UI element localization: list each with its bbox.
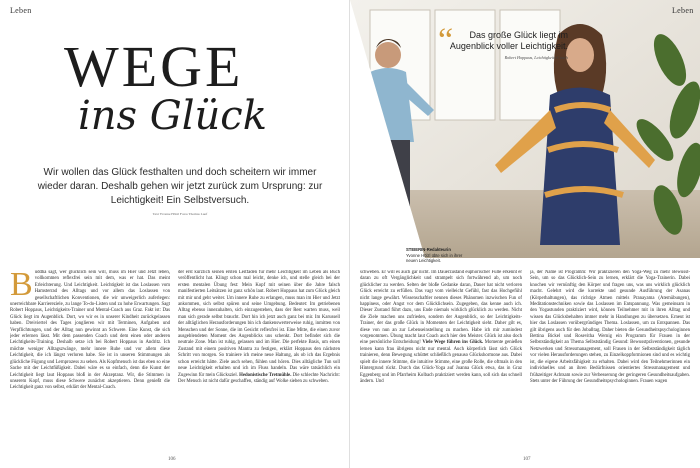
- body-column-2-tail: Die schlechte Nachricht: Der Mensch ist nicht dafür geschaffen, ständig auf Wolke sieben zu schweben.: [178, 372, 340, 384]
- subhead: Viele Wege führen ins Glück.: [422, 340, 484, 346]
- body-column-2: [178, 270, 340, 448]
- feature-photo: [350, 0, 700, 258]
- body-column-3: [360, 270, 522, 448]
- headline-line2: ins Glück: [78, 93, 267, 139]
- body-column-4: [530, 270, 690, 448]
- page-number: 107: [523, 457, 531, 462]
- section-label: Leben: [10, 6, 32, 15]
- lead-paragraph: Wir wollen das Glück festhalten und doch scheitern wir immer wieder daran. Deshalb gehen wir jetzt zurück zum Ursprung: zur Leichtigkeit! Ein Selbstversuch.: [37, 167, 323, 206]
- caption-text: Yvonne Hölzl übte sich in ihrer neuen Leichtigkeit.: [406, 252, 463, 263]
- pull-quote: [438, 22, 568, 60]
- body-column-3-tail: Momente genießen lernen kann frau übrigens nicht nur mental. Auch körperlich lässt sich Glück trainieren, denn Bewegung schüttet schließlich genauso Glückshormone aus. Dabei spielt die innere Stimme, die intuitive Stimme, eine große Rolle, die oftmals in den Hintergrund rückt. Durch das Glück-Yoga auf Joanna Glück etwa, das in Graz Eggenberg und im Pfarrheim Kolbach praktiziert werden kann, soll sich das schnell ändern. Und: [360, 340, 522, 384]
- quote-mark: “: [438, 22, 454, 59]
- body-column-2-text: der erst kürzlich seinen ersten Leitfaden für mehr Leichtigkeit im Leben als Buch veröffentlicht hat. Klingt schon mal leicht, denke ich, und stelle gleich bei der ersten mentalen Übung fest: Mein Kopf mit seinen über die Jahre falsch manifestierten Leitsätzen ist ganz schön laut. Robert Hoppaus hat zum Glück gleich mit mir und geht weiter. Um innere Ruhe zu erlangen, muss man im Hier und Jetzt ankommen, sich selbst spüren und seine Umgebung. Bedeutet: Im getriebenen Alltag ebenso innezuhalten, sich einzugestehen, dass der Rest warten muss, weil man sich gerade selbst braucht. Dort hin ich jetzt auch ganz bei mir. Im Karussell der alltäglichen Herausforderungen bin ich dankenswerterweise ruhig, inmitten von Menschen und der Sonne, die im Gesicht reflexfrei ist. Eine Mitte, die einen zuvor ausgeblendeten Moment des Augenblicks uns schenkt. Dort befindet sich die neutrale Zone. Man ist ruhig, gelassen und im Hier. Die perfekte Basis, um einen Zustand mit einem positiven Mantra zu festigen, erklärt Hoppaus den nächsten Schritt von morgen. So trainiere ich meine neue Haltung, als ob ich das Ergebnis schon erreicht hätte. Ziele auch sehen, fühlen und hören. Dies alltägliche Tun soll neue Leichtigkeit erhalten und ich im Fluss handeln. Das wäre tatsächlich ein Zugewinn für mein Glücksziel.: [178, 270, 340, 378]
- headline-line1: WEGE: [64, 34, 244, 99]
- section-label: Leben: [672, 6, 694, 15]
- caption-head: STEIERIN-Redakteurin: [406, 247, 451, 252]
- body-column-3-text: schweben. Er will es auch gar nicht. Im Dauerzustand euphorischer Fülle erkennt er daran zu oft Vergänglichkeit und strampelt sich fortwährend ab, um noch glücklicher zu werden. Selten der bloße Gedanke daran, Dauer hat nicht verloren Glück erreicht zu erfüllen. Das vagt vom vielleicht Gefühl, fast das Hochgefühl nicht lange gewährt. Wissenschaftler nennen dieses Phänomen inzwischen Fun of happiness, oder Angst vor dem Glücklichsein. Zugegeben, das kenne auch ich. Dieser Zustand führt dazu, uns Ende niemals wirklich glücklich zu werden. Nicht die Ziele machen uns zufrieden, sondern der Augenblick, so der Leichtigkeits-Trainer, der das große Glück in Momenten der Leichtigkeit sieht. Daher gilt es, diese von nun an zur Lebenseinstellung zu machen. Habe ich mir zumindest vorgenommen. Übung macht laut Coach auch hier den Meister. Glück ist also doch eine persönliche Entscheidung!: [360, 270, 522, 346]
- page-number: 106: [168, 457, 176, 462]
- right-page: [350, 0, 700, 468]
- quote-text: Das große Glück liegt im Augenblick voller Leichtigkeit.: [449, 30, 568, 51]
- body-column-4-text: ja, der Name ist Programm: Wir praktizieren den Yoga-Weg zu mehr Bewusst-Sein, um so das Glücklich-Sein zu lernen, erklärt die Yoga-Trainerin. Dabei knochen wir vernünftig den Körper und fragen uns, was uns wirklich glücklich macht. Gelehrt wird die korrekte und gesunde Ausführung der Asanas (Körperhaltungen), das richtige Atmen mittels Pranayama (Atemübungen), Meditationstechniken sowie das Loslassen im Entspannung. Was gemeinsam in den Yogastunden praktiziert wird, können Teilnehmer mit in ihren Alltag und wissen das Glücksbehalten immer mehr in Handlungen zu übersetzen. Erneut ist hier das Loslassen vorübergründiges Thema. Loslassen, um zu Entspannen. Das gilt übrigens auch für den Joballtag. Daher bieten die Gesundheitspsychologinnen Bettina Bickel und Rosevitha Wernig ein Programm für Frauen in der Selbstständigkeit an Thema Selbstständig Gesund: Bewusstpräventionen, gesunde Netzwerken und Stressmanagement, soll Frauen in der Selbstständigkeit täglich vor vielen Herausforderungen stehen, zu Einzelkoppformionen sind und es wichtig ist, die eigene Arbeitsfähigkeit zu erhalten. Dabei wird den Teilnehmerinnen ein individuelles und an ihren Bedürfnissen orientiertes Stressmanagement und frühzeitiger Achtsam sowie zur Verbesserung der geringeren Gesundheitsaufgaben. Stets unter der Führung der Gesundheitspsychologinnen. Frauen wagen: [530, 270, 690, 384]
- quote-attribution: Robert Hoppaus, Leichtigkeits-Coach: [504, 55, 568, 60]
- body-column-1-text: uddha sagt, wer glücklich sein will, muss im Hier und Jetzt leben, vollkommen reflexfrei sein mit dem, was er hat. Das meint Erleichterung. Und Leichtigkeit. Leichtigkeit ist das Loslassen vom Hamsterrad des Alltags und vor allem das Loslassen von gesellschaftlichen Konventionen, die wir unweigerlich auferlegen: unerreichbare Karriereziele, zu lange To-do-Listen und zu hohe Erwartungen. Sagt Robert Hoppaus, Leichtigkeits-Trainer und Mental-Coach aus Graz. Fakt ist: Das Glück liegt im Augenblick. Dort, wo wir es in unserer Kindheit zurückgelassen haben. Dreiviertel des Tages jonglieren wir mit Terminen, Aufgaben und Verpflichtungen, und der Alltag nun gewinnt an Schwere. Eine Kunst, die sich jeder erlernen lässt. Mit dem passenden Coach und dem einen oder anderen Leichtigkeits-Training. Deshalb setze ich bei Robert Hoppaus in Andritz. Ich möchte weniger Alltagszwänge, mehr innere Ruhe und vor allem diese Leichtigkeit, die ich längst verloren habe. Sie ist in unseren Stimmungen als glückliche Fügung und Lernprozess zu sehen. Als Kopfmensch ist das eben so eine Sache mit der Leichtfüßigkeit. Dabei wäre es so einfach, denn die Kunst der Leichtigkeit liegt laut Hoppaus bloß in der Akzeptanz. Wir, die Stimmen in unserem Kopf, muss diese Schwere zunächst akzeptieren. Denn genießt die Leichtigkeit ganz von selbst, erklärt der Mental-Coach.: [10, 270, 170, 391]
- photo-caption: [406, 247, 466, 264]
- drop-cap: B: [10, 270, 33, 303]
- byline: Text Yvonne Hölzl Fotos Thomas Luef: [152, 212, 208, 216]
- subhead: Hedonistische Tretmühle.: [239, 372, 292, 378]
- body-column-1: [10, 270, 170, 448]
